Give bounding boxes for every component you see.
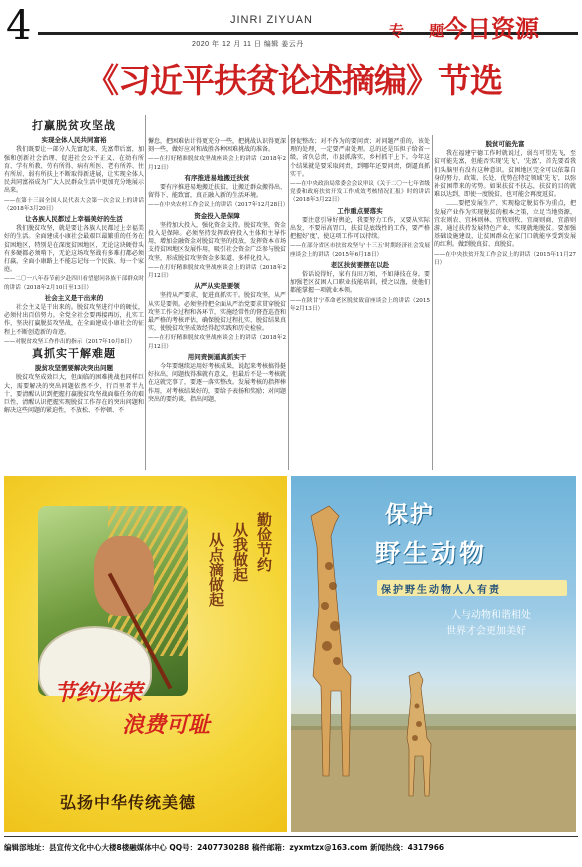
section-heading: 真抓实干解难题 — [32, 347, 116, 361]
article-source: ——在第十三届全国人民代表大会第一次会议上的讲话（2018年3月20日） — [4, 197, 144, 212]
poster-title: 保护 — [385, 501, 435, 528]
rice-harvest-image — [38, 506, 188, 696]
footer-info: 编辑部地址：县宣传文化中心大楼8楼融媒体中心 QQ号：2407730288 稿件邮箱：zyxmtzx@163.com 新闻热线：4317966 — [4, 843, 445, 852]
article-paragraph: 要有序推进易地搬迁扶贫，让搬迁群众搬得出、留得下、能致富，真正融入新的生活环境。 — [148, 184, 287, 200]
newspaper-logo: 今日资源 — [443, 14, 539, 43]
masthead-pinyin: JINRI ZIYUAN — [230, 14, 313, 26]
poster-poem-line: 从点滴做起 — [207, 532, 225, 607]
dateline: 2020 年 12 月 11 日 编辑 姜云丹 — [192, 41, 304, 48]
article-paragraph: 督促整改；对不作为的要问责；对问题严重的，该处理的处理，一定要严肃处理。总的还是压担子给省一级，省负总责，市县抓落实，乡村抓干上下。今年这个结果就是要采取问责，到哪年还要问责，倒逼真抓实干。 — [290, 138, 430, 178]
article-subhead: 有序推进易地搬迁扶贫 — [184, 173, 250, 182]
article-source: ——在打好精准脱贫攻坚战座谈会上的讲话（2018年2月12日） — [148, 264, 286, 280]
article-subhead: 老区扶贫要摆在以赴 — [330, 260, 390, 269]
article-source: ——在部分省区市扶贫攻坚与'十三五'时期经济社会发展座谈会上的讲话（2015年6月18日） — [290, 243, 430, 258]
article-source: ——在陕甘宁革命老区脱贫致富座谈会上的讲话（2015年2月13日） — [290, 297, 430, 312]
article-source: ——二〇一八年春节前夕赴四川看望慰问各族干部群众时的讲话（2018年2月10日至13日） — [4, 276, 144, 291]
article-column-4 — [434, 138, 576, 268]
article-paragraph: 我在福建宁德工作时就说过，弱鸟可望先飞，至贫可能先富，但能否实现'先飞'、'先富'，首先要看我们头脑里有没有这种意识。贫困地区完全可以依靠自身的努力、政策、长处、优势在特定领域'先飞'，以弥补贫困带来的劣势。如果扶贫不扶志，扶贫的目的就难以达到，即使一度脱贫，也可能会再度返贫。 — [434, 150, 576, 199]
article-paragraph: 社会主义是干出来的。脱贫攻坚进行中的硬仗，必须付出百倍努力。全党全社会要再接再厉，扎实工作，坚决打赢脱贫攻坚战，在全面建成小康社会的征程上不断创造新的奇迹。 — [4, 304, 144, 336]
article-paragraph: 今年要继续运用好考核成果，说起来考核搞得挺好拉出，问题找得准就有意义，但最后不是一考核就在这就完事了，要逐一落实整改。发展考核的指挥棒作用，对考核结果好的，要给予表扬和奖励；对问题突出的要约谈，指出问题， — [148, 363, 287, 403]
article-source: ——在中央政治局常委会会议审议《关于二〇一七年省级党委和政府扶贫开发工作成效考核情况汇报》时的讲话（2018年3月22日） — [290, 181, 430, 204]
article-subhead: 工作重点要落实 — [337, 206, 383, 215]
article-subhead: 社会主义是干出来的 — [44, 293, 104, 302]
poster-subtitle: 保护野生动物人人有责 — [381, 585, 501, 596]
article-paragraph: 我们脱贫攻坚，就是要让各族人民都过上幸福美好的生活。全面建成小康社会最艰巨最繁重的任务在贫困地区，特别是在深度贫困地区，无论这块硬骨头有多硬都必须啃下，无论这场攻坚战有多难打都必须打赢，全面小康路上不能忘记每一个民族、每一个家庭。 — [4, 225, 144, 274]
article-source: ——在中央农村工作会议上的讲话（2017年12月28日） — [148, 202, 289, 209]
article-source: ——在打好精准脱贫攻坚战座谈会上的讲话（2018年2月12日） — [148, 156, 286, 171]
giraffe-illustration — [291, 476, 576, 832]
article-paragraph: 坚持加大投入，强化资金支持。脱贫攻坚，资金投入是保障。必须坚持发挥政府投入主体和主导作用，增加金融资金对脱贫攻坚的投放，发挥资本市场支持贫困地区发展作用，吸引社会资金广泛参与脱贫攻坚，形成脱贫攻坚资金多渠道、多样化投入。 — [148, 221, 287, 262]
poster-poem-line: 从我做起 — [231, 522, 249, 582]
poster-poem-line: 勤俭节约 — [255, 512, 273, 572]
poster-slogan: 浪费可耻 — [122, 712, 211, 738]
poster-title: 野生动物 — [375, 539, 488, 568]
footer-rule — [4, 836, 578, 837]
wildlife-poster — [291, 476, 576, 832]
article-paragraph: 我们既要让一部分人先富起来、先富带后富，加强和创新社会治理、促进社会公平正义、在幼有所育、学有所教、劳有所得、病有所医、老有所养、住有所居、弱有所扶上不断取得新进展，让实现全体人民共同富裕成为广大人民群众生活中更加充分地展示出来。 — [4, 146, 144, 195]
article-subhead: 从严从实是要领 — [194, 282, 240, 291]
section-heading: 打赢脱贫攻坚战 — [32, 119, 116, 132]
article-paragraph: 坚持从严要求，促进真抓实干。脱贫攻坚，从严从实是要领。必须坚持把全面从严治党要求贯穿脱贫攻坚工作全过程和各环节，实施经常性的督查巡查和最严格的考核评估，确保脱贫过程扎实、脱贫结果真实，使脱贫攻坚成效经得起实践和历史检验。 — [148, 292, 287, 333]
column-divider — [432, 135, 433, 470]
article-source: ——在打好精准脱贫攻坚战座谈会上的讲话（2018年2月12日） — [148, 335, 286, 350]
article-source: ——在中央扶贫开发工作会议上的讲话（2015年11月27日） — [434, 251, 576, 266]
thrift-poster — [4, 476, 287, 832]
article-column-3 — [290, 138, 430, 314]
article-subhead: 脱贫可能先富 — [485, 140, 525, 148]
article-paragraph: 要注意引导好舆论，我要努力工作，又要从实际出发，不要吊高胃口，扶贫是底线性的工作，要严格把握好'度'，使这项工作可以持续。 — [290, 216, 430, 241]
article-subhead: 让各族人民都过上幸福美好的生活 — [25, 215, 123, 224]
article-column-1 — [4, 118, 144, 417]
article-column-2 — [148, 138, 289, 405]
section-label: 专 题 — [389, 22, 455, 40]
article-paragraph: ……要把发展生产、实现稳定脱贫作为重点，把发展产业作为实现脱贫的根本之策，立足当地资源，宜农则农、宜林则林、宜牧则牧、宜商则商、宜游则游，通过扶持发展特色产业，实现就地脱贫。要加强基础设施建设，让贫困群众在家门口就能享受到发展的红利。做到脱真贫、真脱贫。 — [434, 200, 576, 249]
article-source: ——对脱贫攻坚工作作出的指示（2017年10月8日） — [4, 338, 136, 345]
article-subhead: 用问责倒逼真抓实干 — [187, 352, 247, 361]
page-number: 4 — [6, 3, 32, 49]
poster-slogan: 节约光荣 — [54, 680, 143, 706]
column-divider — [288, 135, 289, 470]
article-paragraph: 俗话说得好，家有良田万顷，不如薄技在身。要加强老区贫困人口职业技能培训，授之以渔，使他们都能掌握一项就业本领。 — [290, 271, 430, 295]
article-paragraph: 懈怠，把困难估计得更充分一些，把挑战认识得更深刻一些，做好应对和战胜各种困难挑战的准备。 — [148, 138, 287, 154]
article-subhead: 资金投入是保障 — [194, 211, 240, 220]
poster-tagline: 弘扬中华传统美德 — [60, 793, 197, 812]
article-subhead: 实现全体人民共同富裕 — [41, 136, 107, 145]
article-subhead: 脱贫攻坚需要解决突出问题 — [35, 364, 113, 373]
poster-slogan: 人与动物和谐相处 — [451, 610, 531, 621]
page-title: 《习近平扶贫论述摘编》节选 — [86, 61, 502, 100]
article-paragraph: 脱贫攻坚成效巨大，但面临的困难挑战也同样巨大，需要解决的突出问题依然不少，行百里者半九十，要清醒认识到把握打赢脱贫攻坚战面临任务的艰巨性，清醒认识把握实现脱贫工作存在的突出问题和解决这些问题的紧迫性，不放松、不停顿、不 — [4, 374, 144, 415]
column-divider — [145, 115, 146, 470]
poster-slogan: 世界才会更加美好 — [446, 626, 526, 637]
